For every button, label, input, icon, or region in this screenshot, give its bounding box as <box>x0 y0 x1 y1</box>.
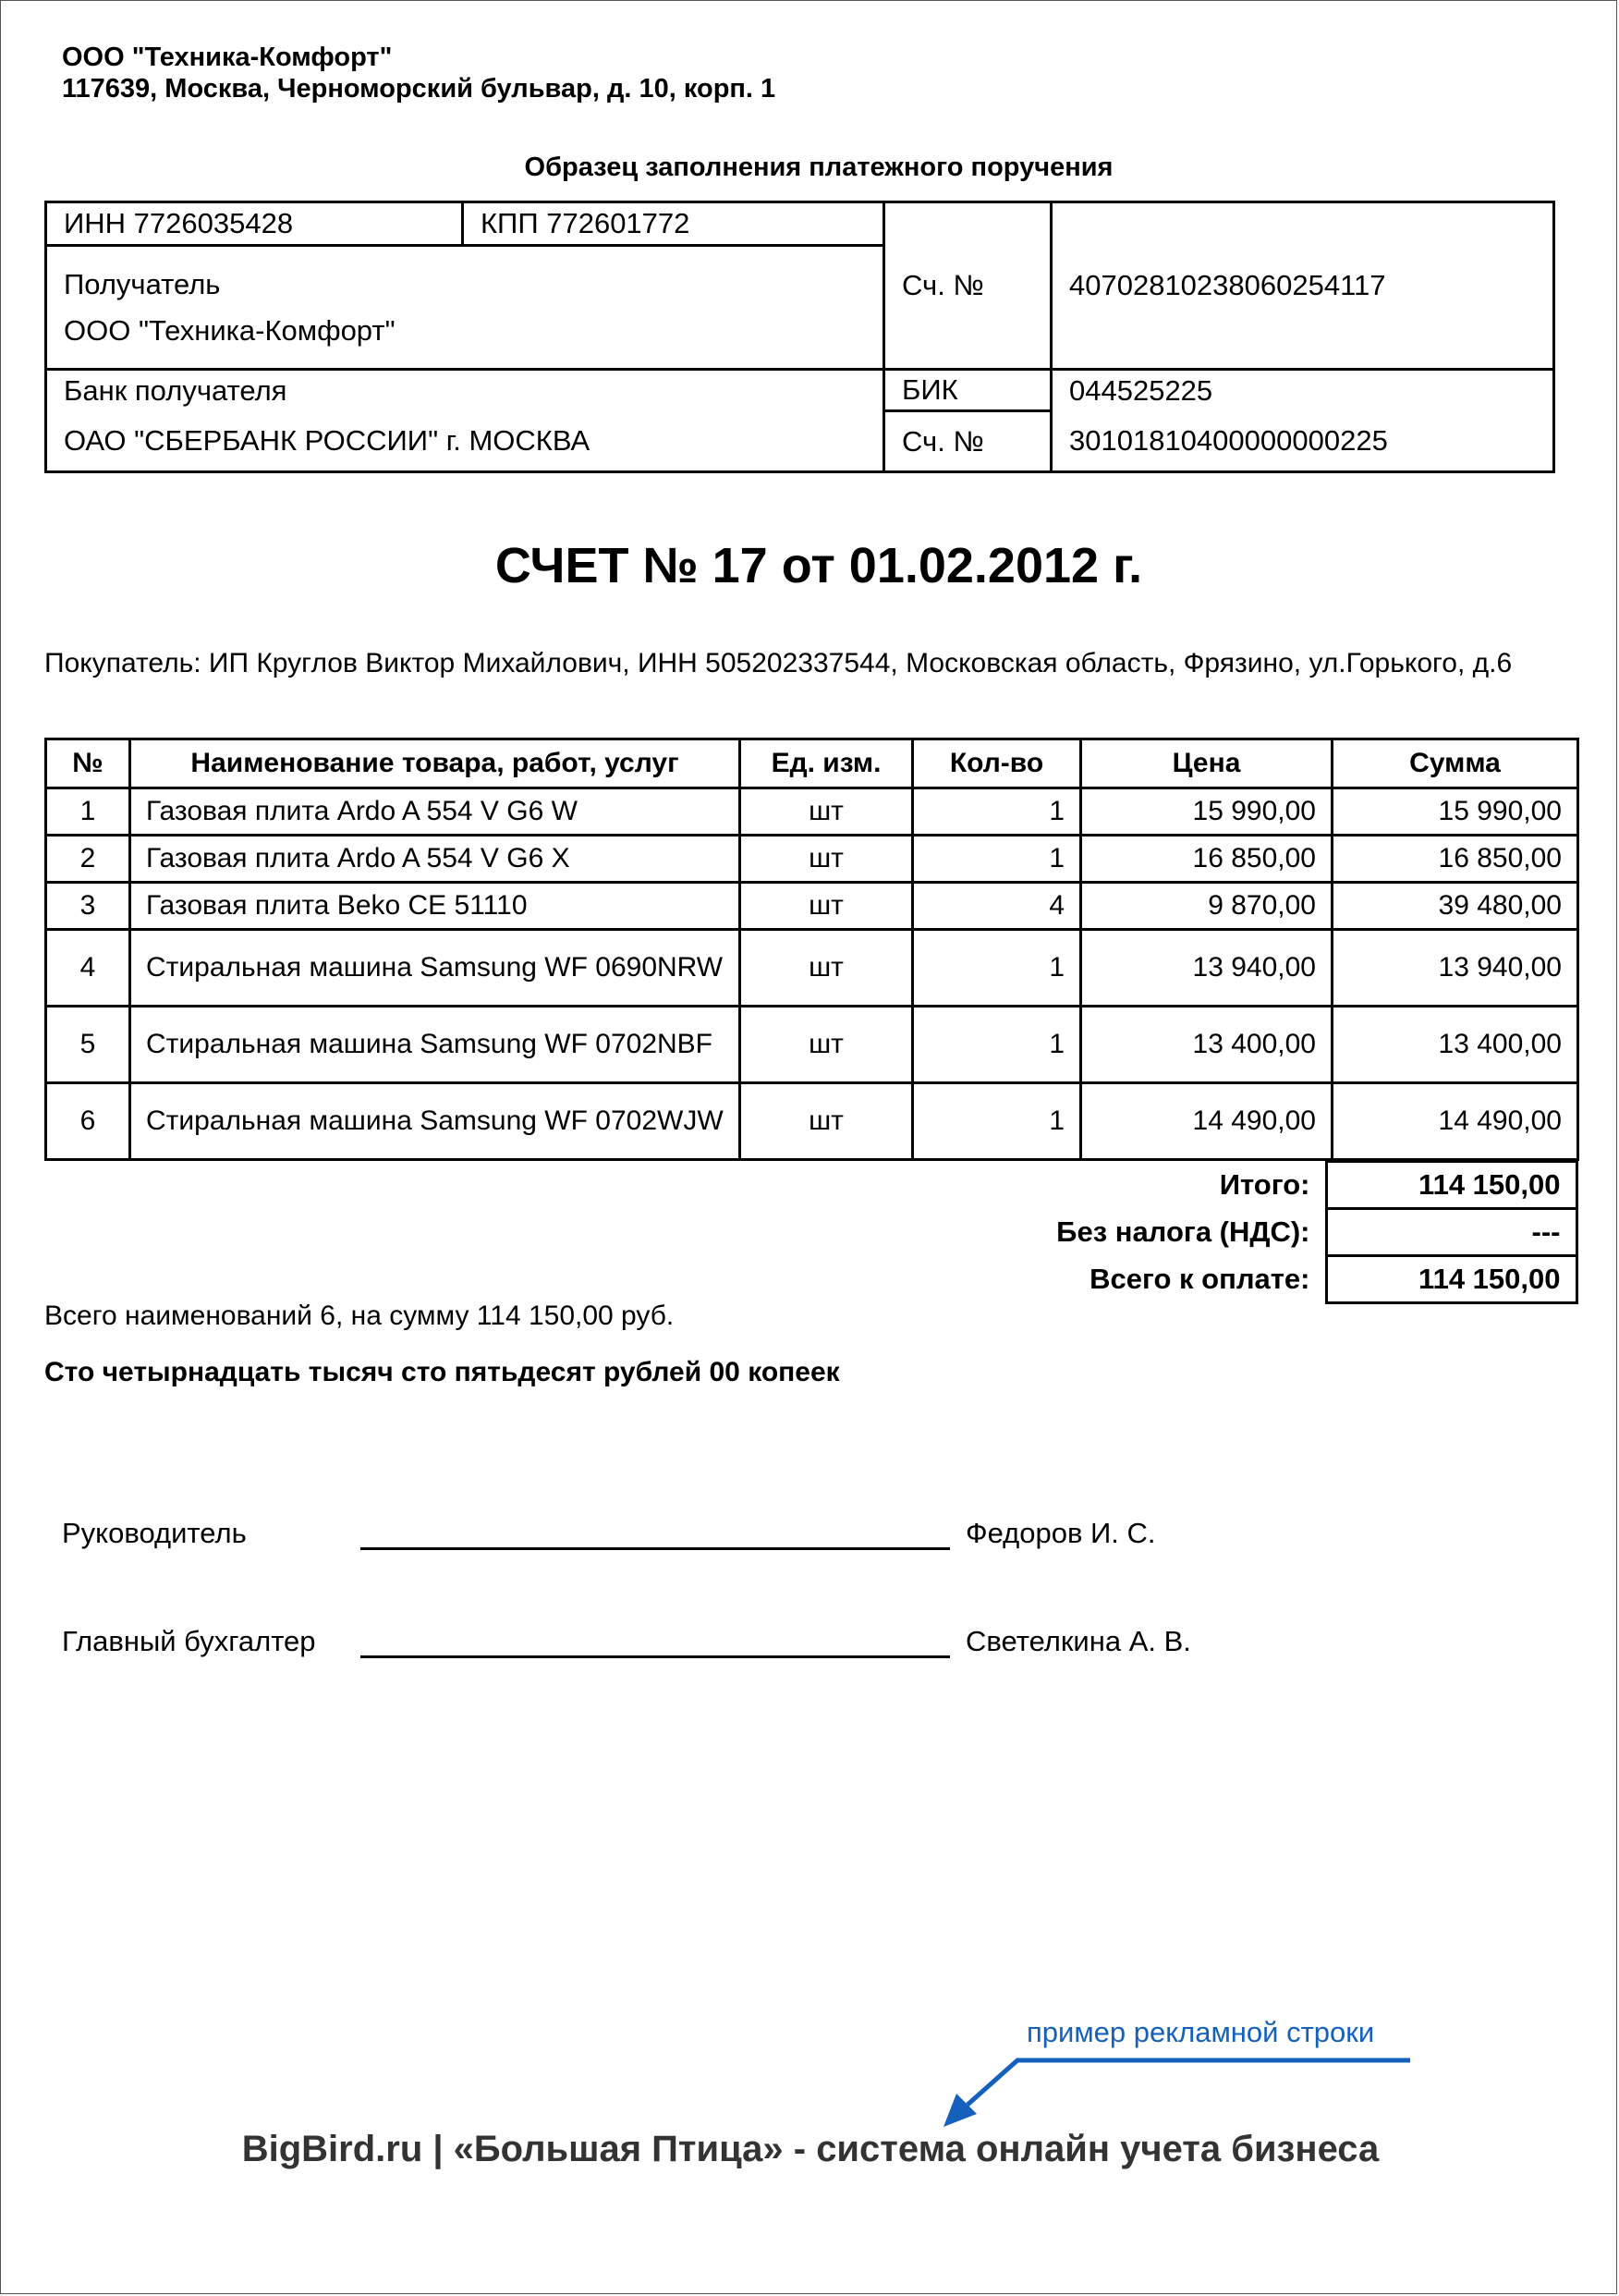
row-price: 15 990,00 <box>1081 788 1333 836</box>
row-qty: 1 <box>913 1083 1081 1160</box>
supplier-address: 117639, Москва, Черноморский бульвар, д. 10, корп. 1 <box>62 74 776 104</box>
bank-details-table <box>44 201 1555 473</box>
account-number: 40702810238060254117 <box>1052 202 1554 370</box>
row-sum: 13 400,00 <box>1333 1007 1578 1083</box>
col-header-qty: Кол-во <box>913 739 1081 788</box>
amount-in-words: Сто четырнадцать тысяч сто пятьдесят рублей 00 копеек <box>44 1357 840 1387</box>
payment-sample-title: Образец заполнения платежного поручения <box>524 153 1114 182</box>
bank-name: ОАО "СБЕРБАНК РОССИИ" г. МОСКВА <box>46 411 884 472</box>
col-header-price: Цена <box>1081 739 1333 788</box>
vat-label: Без налога (НДС): <box>1056 1215 1310 1248</box>
accountant-name: Светелкина А. В. <box>966 1625 1191 1657</box>
row-name: Стиральная машина Samsung WF 0690NRW <box>130 930 740 1007</box>
account-label: Сч. № <box>884 202 1052 370</box>
row-unit: шт <box>740 883 913 930</box>
row-name: Газовая плита Beko CE 51110 <box>130 883 740 930</box>
pay-value: 114 150,00 <box>1326 1256 1576 1303</box>
director-signature-line <box>360 1547 950 1550</box>
col-header-number: № <box>46 739 130 788</box>
total-label: Итого: <box>1219 1168 1310 1201</box>
row-name: Газовая плита Ardo A 554 V G6 W <box>130 788 740 836</box>
row-price: 14 490,00 <box>1081 1083 1333 1160</box>
row-unit: шт <box>740 788 913 836</box>
row-unit: шт <box>740 1083 913 1160</box>
director-label: Руководитель <box>62 1517 247 1549</box>
director-name: Федоров И. С. <box>966 1517 1156 1549</box>
inn-cell: ИНН 7726035428 <box>46 202 463 246</box>
row-unit: шт <box>740 836 913 883</box>
row-qty: 1 <box>913 788 1081 836</box>
row-sum: 16 850,00 <box>1333 836 1578 883</box>
row-price: 9 870,00 <box>1081 883 1333 930</box>
row-qty: 1 <box>913 930 1081 1007</box>
col-header-sum: Сумма <box>1333 739 1578 788</box>
buyer-info: Покупатель: ИП Круглов Виктор Михайлович, ИНН 505202337544, Московская область, Фрязино, ул.Горького, д.6 <box>44 648 1513 678</box>
kpp-cell: КПП 772601772 <box>463 202 884 246</box>
ad-pointer-arrow-icon <box>934 2053 1415 2136</box>
items-summary: Всего наименований 6, на сумму 114 150,00 руб. <box>44 1301 675 1331</box>
row-sum: 13 940,00 <box>1333 930 1578 1007</box>
supplier-name: ООО "Техника-Комфорт" <box>62 43 393 72</box>
row-name: Газовая плита Ardo A 554 V G6 X <box>130 836 740 883</box>
table-row <box>46 883 1578 930</box>
row-price: 13 400,00 <box>1081 1007 1333 1083</box>
row-unit: шт <box>740 930 913 1007</box>
row-qty: 1 <box>913 1007 1081 1083</box>
recipient-name: ООО "Техника-Комфорт" <box>64 313 396 347</box>
bik-value: 044525225 <box>1052 370 1554 411</box>
row-sum: 14 490,00 <box>1333 1083 1578 1160</box>
vat-value: --- <box>1326 1209 1576 1256</box>
col-header-name: Наименование товара, работ, услуг <box>130 739 740 788</box>
invoice-title: СЧЕТ № 17 от 01.02.2012 г. <box>494 538 1143 593</box>
row-number: 1 <box>46 788 130 836</box>
accountant-signature-line <box>360 1655 950 1658</box>
table-row <box>46 836 1578 883</box>
col-header-unit: Ед. изм. <box>740 739 913 788</box>
items-table <box>44 738 1579 1161</box>
accountant-label: Главный бухгалтер <box>62 1625 316 1657</box>
table-row <box>46 788 1578 836</box>
row-number: 3 <box>46 883 130 930</box>
row-price: 13 940,00 <box>1081 930 1333 1007</box>
row-number: 4 <box>46 930 130 1007</box>
corr-account-label: Сч. № <box>884 411 1052 472</box>
pay-label: Всего к оплате: <box>1089 1263 1310 1295</box>
row-number: 6 <box>46 1083 130 1160</box>
table-row <box>46 1083 1578 1160</box>
row-sum: 15 990,00 <box>1333 788 1578 836</box>
bank-label: Банк получателя <box>46 370 884 411</box>
bik-label: БИК <box>884 370 1052 411</box>
footer-brand: BigBird.ru | «Большая Птица» - система онлайн учета бизнеса <box>241 2129 1380 2169</box>
row-name: Стиральная машина Samsung WF 0702WJW <box>130 1083 740 1160</box>
recipient-label: Получатель <box>64 267 221 300</box>
row-sum: 39 480,00 <box>1333 883 1578 930</box>
total-value: 114 150,00 <box>1326 1162 1576 1209</box>
corr-account-value: 30101810400000000225 <box>1052 411 1554 472</box>
items-header-row <box>46 739 1578 788</box>
row-number: 2 <box>46 836 130 883</box>
recipient-cell <box>46 246 884 370</box>
row-name: Стиральная машина Samsung WF 0702NBF <box>130 1007 740 1083</box>
totals-table <box>1017 1160 1578 1304</box>
row-number: 5 <box>46 1007 130 1083</box>
row-unit: шт <box>740 1007 913 1083</box>
row-qty: 1 <box>913 836 1081 883</box>
supplier-header <box>62 42 775 104</box>
row-price: 16 850,00 <box>1081 836 1333 883</box>
table-row <box>46 1007 1578 1083</box>
table-row <box>46 930 1578 1007</box>
ad-line-label: пример рекламной строки <box>1027 2016 1375 2048</box>
row-qty: 4 <box>913 883 1081 930</box>
